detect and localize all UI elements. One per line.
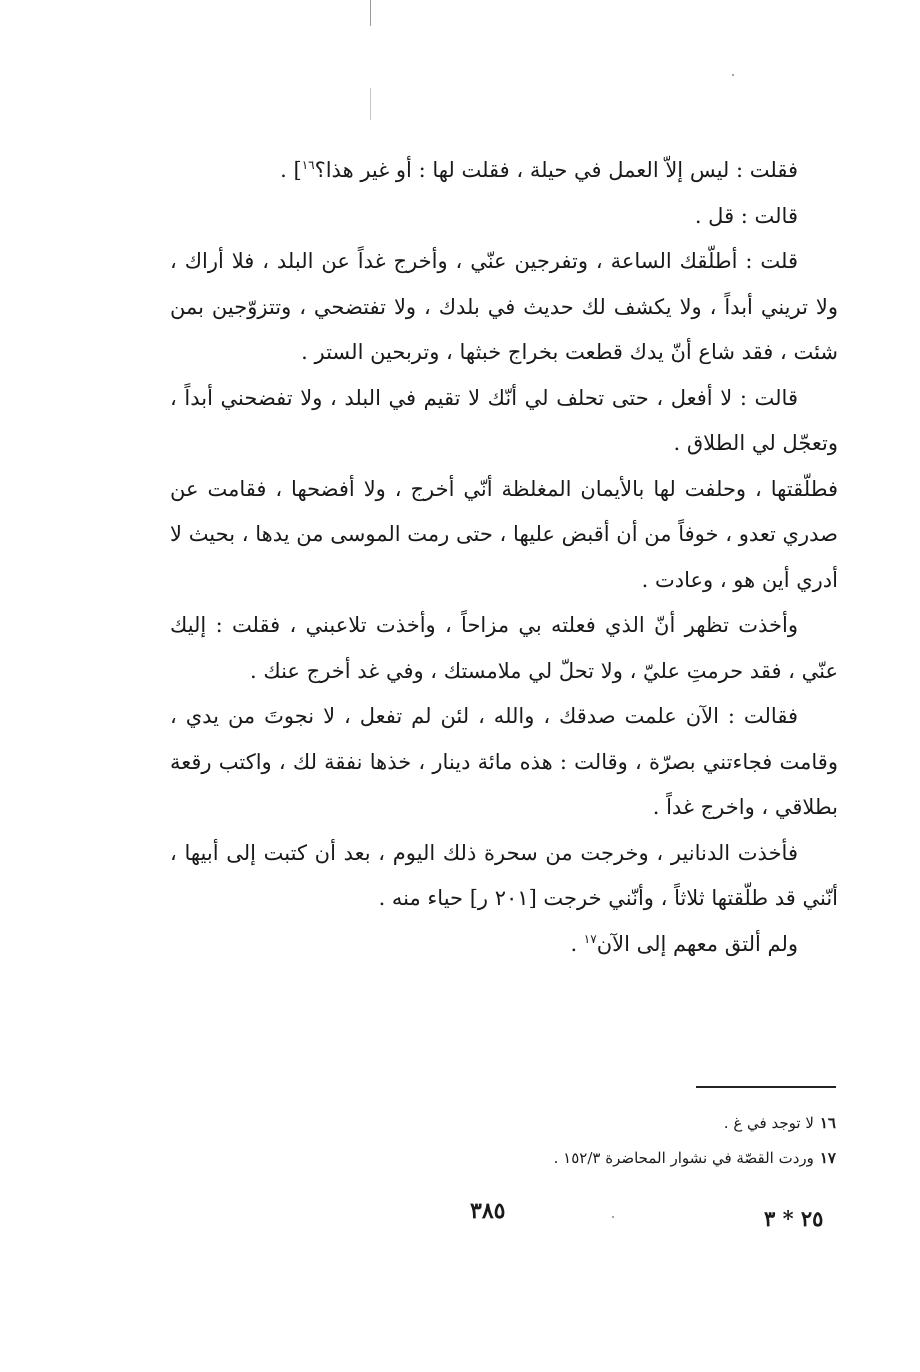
binding-mark (370, 0, 371, 26)
paragraph: قالت : لا أفعل ، حتى تحلف لي أنّك لا تقيم في البلد ، ولا تفضحني أبداً ، وتعجّل لي الطلاق . (170, 385, 838, 455)
paragraph: فطلّقتها ، وحلفت لها بالأيمان المغلظة أنّي أخرج ، ولا أفضحها ، فقامت عن صدري تعدو ، خوفاً من أن أقبض عليها ، حتى رمت الموسى من يدها ، بحيث لا أدري أين هو ، وعادت . (170, 476, 838, 592)
footnote (420, 1141, 836, 1176)
paragraph: فأخذت الدنانير ، وخرجت من سحرة ذلك اليوم ، بعد أن كتبت إلى أبيها ، أنّني قد طلّقتها ثلاثاً ، وأنّني خرجت [٢٠١ ر] حياء منه . (170, 840, 838, 910)
paragraph: فقلت : ليس إلاّ العمل في حيلة ، فقلت لها : أو غير هذا؟$^{١٦}$] . (280, 158, 798, 182)
footnote (420, 1106, 836, 1141)
main-text (170, 148, 838, 967)
footnotes (420, 1106, 836, 1176)
footnote-text: وردت القصّة في نشوار المحاضرة ١٥٢/٣ . (553, 1149, 814, 1167)
signature-mark: ٢٥ * ٣ (764, 1206, 824, 1231)
paragraph: فقالت : الآن علمت صدقك ، والله ، لئن لم تفعل ، لا نجوتَ من يدي ، وقامت فجاءتني بصرّة ، وقالت : هذه مائة دينار ، خذها نفقة لك ، واكتب رقعة بطلاقي ، واخرج غداً . (170, 704, 838, 819)
paragraph: قلت : أطلّقك الساعة ، وتفرجين عنّي ، وأخرج غداً عن البلد ، فلا أراك ، ولا تريني أبداً ، ولا يكشف لك حديث في بلدك ، ولا تفتضحي ، وتتزوّجين بمن شئت ، فقد شاع أنّ يدك قطعت بخراج خبثها ، وتربحين الستر . (170, 249, 838, 364)
page-number: ٣٨٥ (470, 1198, 506, 1224)
paragraph: ولم ألتق معهم إلى الآن$^{١٧}$ . (570, 931, 798, 956)
footnote-number: ١٦ (819, 1114, 836, 1132)
paragraph: قالت : قل . (694, 203, 798, 228)
footnote-ref: ١٦ (301, 158, 315, 172)
paper-speck (612, 1216, 614, 1218)
footnote-ref: ١٧ (583, 931, 597, 946)
paper-speck (732, 74, 734, 76)
binding-mark (370, 88, 371, 120)
footnote-separator (696, 1086, 836, 1088)
footnote-text: لا توجد في غ . (723, 1114, 814, 1132)
footnote-number: ١٧ (819, 1149, 836, 1167)
paragraph: وأخذت تظهر أنّ الذي فعلته بي مزاحاً ، وأخذت تلاعبني ، فقلت : إليك عنّي ، فقد حرمتِ عليّ ، ولا تحلّ لي ملامستك ، وفي غد أخرج عنك . (170, 613, 838, 683)
